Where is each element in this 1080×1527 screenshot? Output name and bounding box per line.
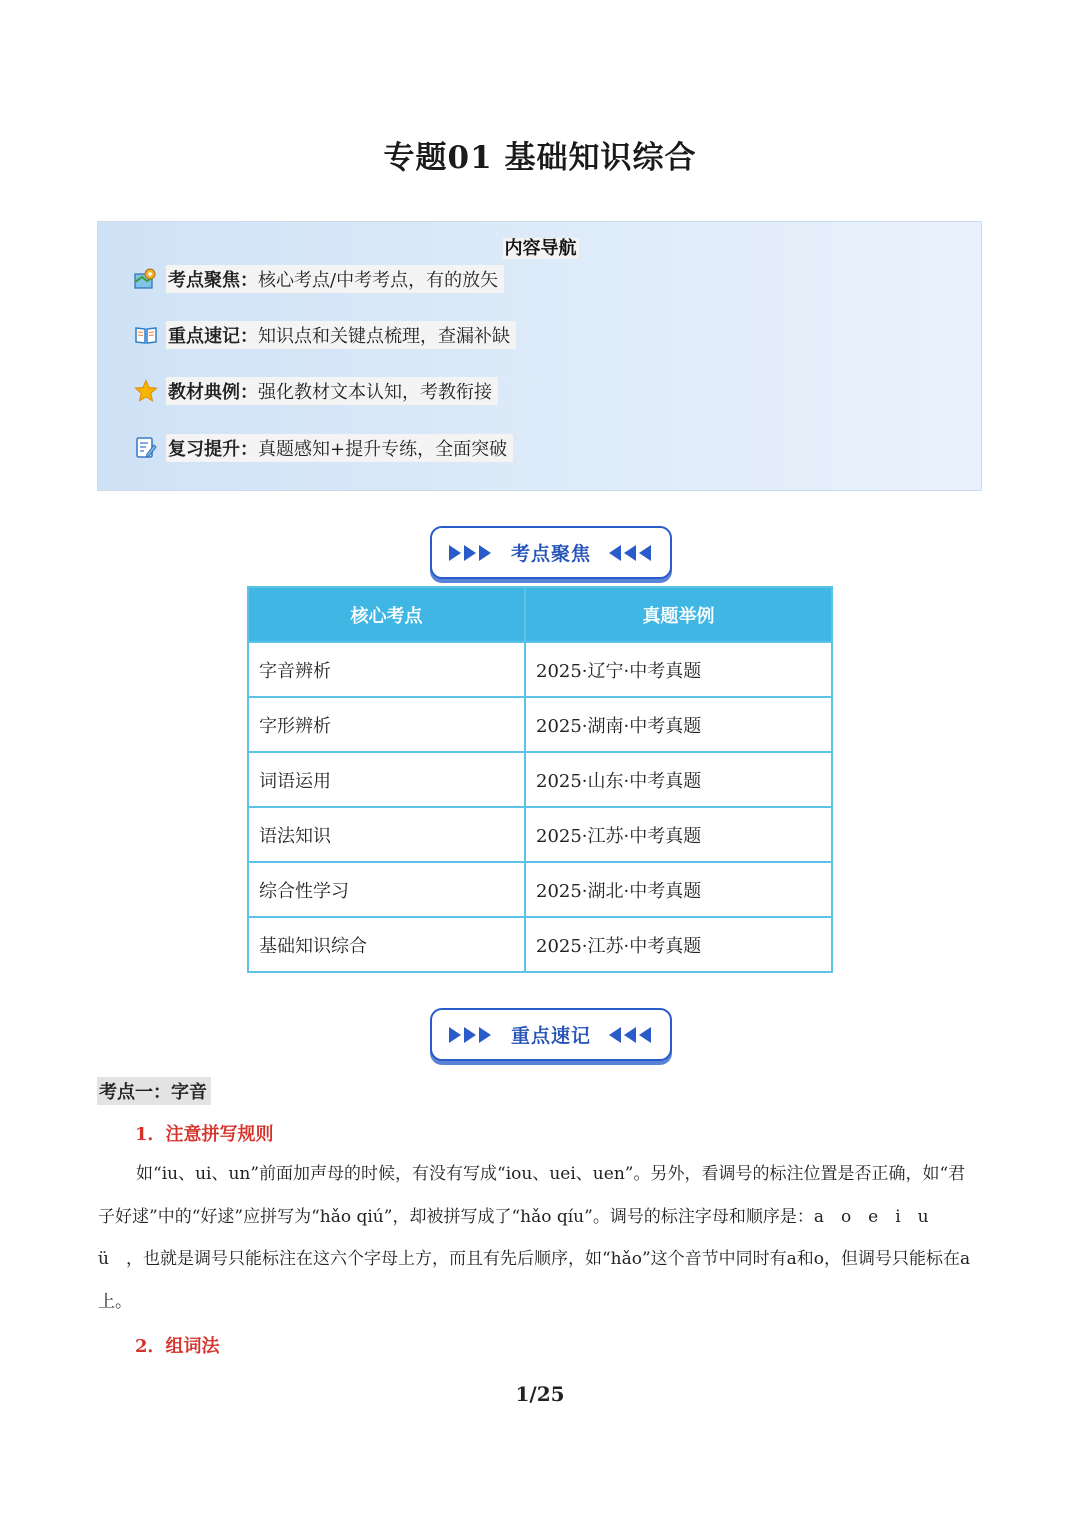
table-cell-topic: 字音辨析 [248, 642, 525, 697]
triple-arrow-right-icon [449, 544, 493, 562]
content-navigation-box [97, 221, 982, 491]
nav-item-review: 复习提升：真题感知+提升专练，全面突破 [134, 433, 513, 463]
triple-arrow-right-icon [449, 1026, 493, 1044]
table-header: 核心考点 [248, 587, 525, 642]
table-cell-topic: 语法知识 [248, 807, 525, 862]
banner-focus [430, 526, 672, 579]
body-paragraph: 如“iu、ui、un”前面加声母的时候，有没有写成“iou、uei、uen”。另外，看调号的标注位置是否正确，如“君子好逑”中的“好逑”应拼写为“hǎo qiú”，却被拼写成了“hǎo qíu”。调号的标注字母和顺序是：a o e i u ü ，也就是调号只能标注在这六个字母上方，而且有先后顺序，如“hǎo”这个音节中同时有a和o，但调号只能标在a上。 [98, 1164, 971, 1312]
table-cell-example: 2025·江苏·中考真题 [525, 807, 832, 862]
edit-note-icon [134, 436, 158, 460]
triple-arrow-left-icon [609, 544, 653, 562]
table-cell-example: 2025·辽宁·中考真题 [525, 642, 832, 697]
table-cell-topic: 综合性学习 [248, 862, 525, 917]
nav-item-textbook: 教材典例：强化教材文本认知，考教衔接 [134, 376, 498, 406]
open-book-icon [134, 323, 158, 347]
nav-item-focus: 考点聚焦：核心考点/中考考点，有的放矢 [134, 264, 504, 294]
table-cell-example: 2025·江苏·中考真题 [525, 917, 832, 972]
table-row [248, 752, 832, 807]
table-cell-example: 2025·湖南·中考真题 [525, 697, 832, 752]
nav-heading: 内容导航 [504, 238, 577, 259]
table-cell-topic: 词语运用 [248, 752, 525, 807]
table-header-row [248, 587, 832, 642]
banner-memo-label: 重点速记 [510, 1025, 591, 1047]
page-title: 专题01 基础知识综合 [383, 140, 697, 176]
triple-arrow-left-icon [609, 1026, 653, 1044]
banner-memo [430, 1008, 672, 1061]
section-tag: 考点一：字音 [97, 1077, 211, 1105]
subheading-word-formation: 2．组词法 [135, 1336, 220, 1357]
table-cell-example: 2025·山东·中考真题 [525, 752, 832, 807]
table-cell-example: 2025·湖北·中考真题 [525, 862, 832, 917]
banner-focus-label: 考点聚焦 [510, 543, 591, 565]
table-row [248, 642, 832, 697]
table-row [248, 917, 832, 972]
star-icon [134, 379, 158, 403]
table-row [248, 697, 832, 752]
nav-item-memo: 重点速记：知识点和关键点梳理，查漏补缺 [134, 320, 516, 350]
core-topics-table [247, 586, 833, 973]
map-pin-icon [134, 267, 158, 291]
table-header: 真题举例 [525, 587, 832, 642]
subheading-spelling-rules: 1．注意拼写规则 [135, 1124, 274, 1145]
page-number: 1/25 [515, 1382, 565, 1406]
table-row [248, 807, 832, 862]
table-cell-topic: 字形辨析 [248, 697, 525, 752]
table-row [248, 862, 832, 917]
table-cell-topic: 基础知识综合 [248, 917, 525, 972]
